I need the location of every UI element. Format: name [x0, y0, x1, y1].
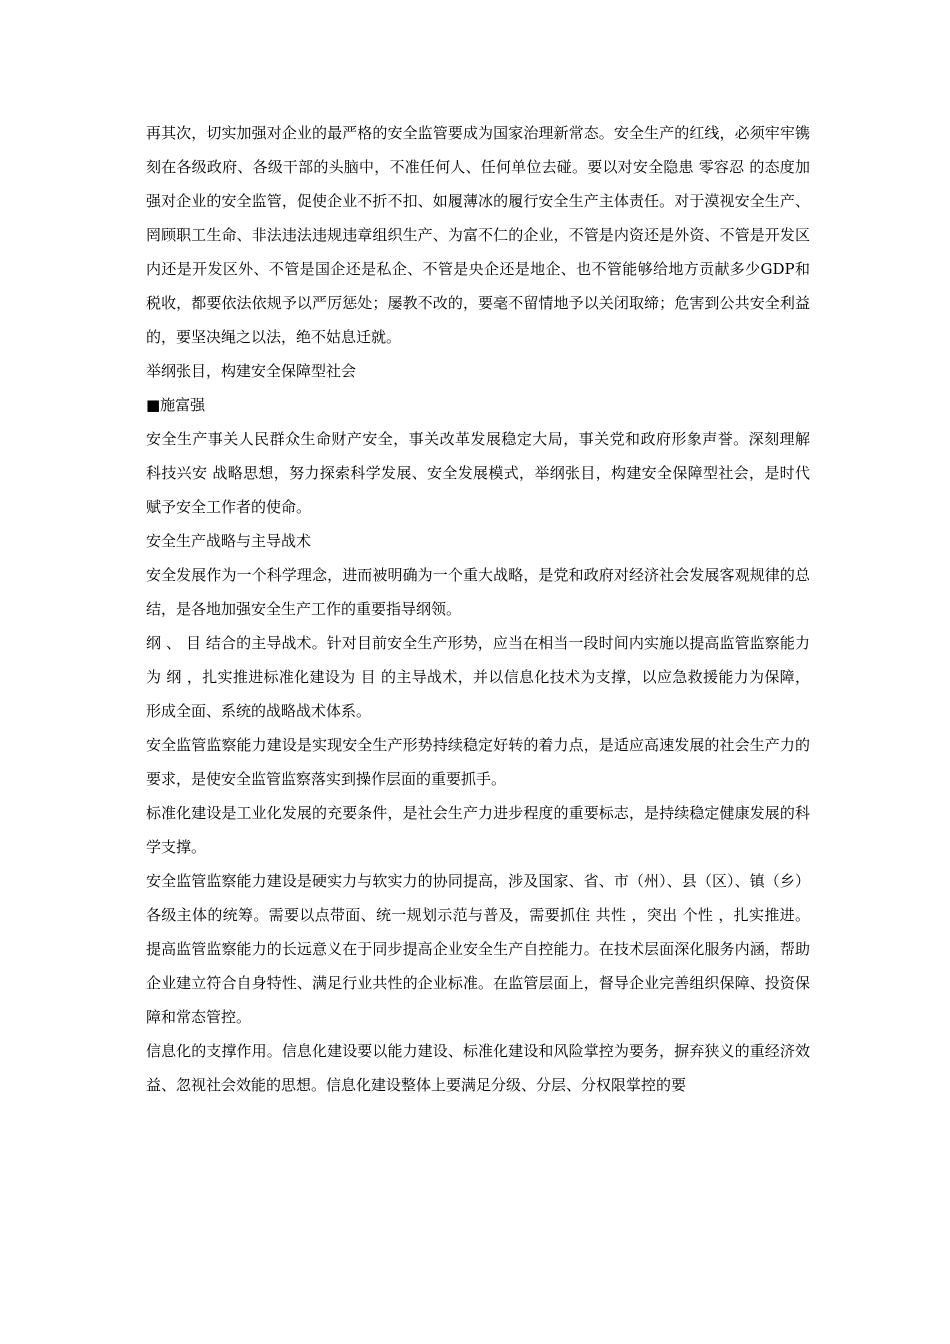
paragraph-capacity-building: 安全监管监察能力建设是实现安全生产形势持续稳定好转的着力点，是适应高速发展的社会生产力的要求，是使安全监管监察落实到操作层面的重要抓手。 [146, 736, 810, 788]
article-title: 举纲张目，构建安全保障型社会 [146, 362, 357, 380]
paragraph-standardization: 标准化建设是工业化发展的充要条件，是社会生产力进步程度的重要标志，是持续稳定健康发展的科学支撑。 [146, 804, 810, 856]
section-heading-strategy: 安全生产战略与主导战术 [146, 532, 312, 550]
author-byline: ■施富强 [146, 396, 206, 414]
document-body [146, 116, 810, 1102]
paragraph-hard-soft-power: 安全监管监察能力建设是硬实力与软实力的协同提高，涉及国家、省、市（州）、县（区）、镇（乡）各级主体的统筹。需要以点带面、统一规划示范与普及，需要抓住 共性 ，突出 个性 ，扎实推进。提高监管监察能力的长远意义在于同步提高企业安全生产自控能力。在技术层面深化服务内涵，帮助企业建立符合自身特性、满足行业共性的企业标准。在监管层面上，督导企业完善组织保障、投资保障和常态管控。 [146, 872, 810, 1026]
paragraph-intro: 安全生产事关人民群众生命财产安全，事关改革发展稳定大局，事关党和政府形象声誉。深刻理解 科技兴安 战略思想，努力探索科学发展、安全发展模式，举纲张目，构建安全保障型社会，是时代赋予安全工作者的使命。 [146, 430, 810, 516]
paragraph-informatization: 信息化的支撑作用。信息化建设要以能力建设、标准化建设和风险掌控为要务，摒弃狭义的重经济效益、忽视社会效能的思想。信息化建设整体上要满足分级、分层、分权限掌控的要 [146, 1042, 810, 1094]
paragraph-safety-development: 安全发展作为一个科学理念，进而被明确为一个重大战略，是党和政府对经济社会发展客观规律的总结，是各地加强安全生产工作的重要指导纲领。 [146, 566, 810, 618]
paragraph-regulation: 再其次，切实加强对企业的最严格的安全监管要成为国家治理新常态。安全生产的红线，必须牢牢镌刻在各级政府、各级干部的头脑中，不准任何人、任何单位去碰。要以对安全隐患 零容忍 的态度加强对企业的安全监管，促使企业不折不扣、如履薄冰的履行安全生产主体责任。对于漠视安全生产、罔顾职工生命、非法违法违规违章组织生产、为富不仁的企业，不管是内资还是外资、不管是开发区内还是开发区外、不管是国企还是私企、不管是央企还是地企、也不管能够给地方贡献多少GDP和税收，都要依法依规予以严厉惩处；屡教不改的，要毫不留情地予以关闭取缔；危害到公共安全利益的，要坚决绳之以法，绝不姑息迁就。 [146, 124, 810, 346]
paragraph-main-tactics: 纲 、 目 结合的主导战术。针对目前安全生产形势，应当在相当一段时间内实施以提高监管监察能力为 纲 ，扎实推进标准化建设为 目 的主导战术，并以信息化技术为支撑，以应急救援能力为保障，形成全面、系统的战略战术体系。 [146, 634, 810, 720]
